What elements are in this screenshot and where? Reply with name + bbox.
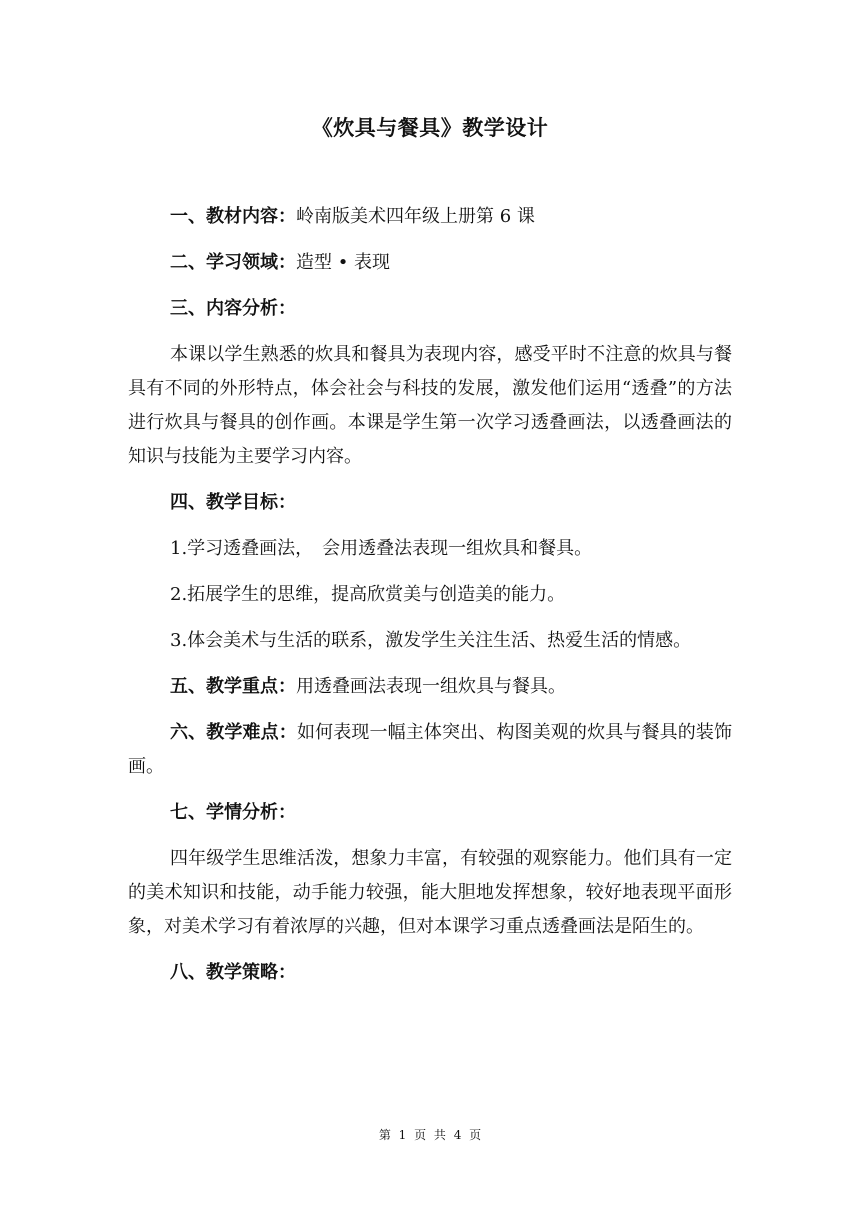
- goal-item: 3.体会美术与生活的联系，激发学生关注生活、热爱生活的情感。: [170, 630, 692, 651]
- section-student-analysis: [128, 796, 732, 830]
- document-body: [128, 200, 732, 1002]
- section-heading: 四、教学目标：: [170, 492, 296, 513]
- goal-item: 1.学习透叠画法， 会用透叠法表现一组炊具和餐具。: [170, 538, 593, 559]
- section-text: 如何表现一幅主体突出、构图美观的炊具与餐具的装饰画。: [128, 722, 733, 777]
- section-text: 造型 • 表现: [296, 252, 391, 273]
- section-learning-area: [128, 246, 732, 280]
- section-heading: 二、学习领域：: [170, 252, 296, 273]
- section-heading: 三、内容分析：: [170, 298, 296, 319]
- section-heading: 五、教学重点：: [170, 676, 296, 697]
- section-heading: 七、学情分析：: [170, 802, 296, 823]
- section-teaching-goals: [128, 486, 732, 520]
- content-analysis-paragraph: 本课以学生熟悉的炊具和餐具为表现内容，感受平时不注意的炊具与餐具有不同的外形特点，体会社会与科技的发展，激发他们运用“透叠”的方法进行炊具与餐具的创作画。本课是学生第一次学习透叠画法，以透叠画法的知识与技能为主要学习内容。: [128, 344, 732, 467]
- student-analysis-paragraph: 四年级学生思维活泼，想象力丰富，有较强的观察能力。他们具有一定的美术知识和技能，动手能力较强，能大胆地发挥想象，较好地表现平面形象，对美术学习有着浓厚的兴趣，但对本课学习重点透叠画法是陌生的。: [128, 848, 732, 937]
- section-difficult-points: [128, 716, 732, 784]
- section-teaching-strategy: [128, 956, 732, 990]
- section-heading: 八、教学策略：: [170, 962, 296, 983]
- document-title: 《炊具与餐具》教学设计: [311, 116, 549, 140]
- section-text: 用透叠画法表现一组炊具与餐具。: [296, 676, 566, 697]
- section-heading: 六、教学难点：: [170, 722, 297, 743]
- page-number-footer: 第 1 页 共 4 页: [378, 1128, 482, 1142]
- goal-item: 2.拓展学生的思维，提高欣赏美与创造美的能力。: [170, 584, 566, 605]
- section-heading: 一、教材内容：: [170, 206, 296, 227]
- section-content-analysis: [128, 292, 732, 326]
- section-key-points: [128, 670, 732, 704]
- section-textbook-content: [128, 200, 732, 234]
- section-text: 岭南版美术四年级上册第 6 课: [296, 206, 535, 227]
